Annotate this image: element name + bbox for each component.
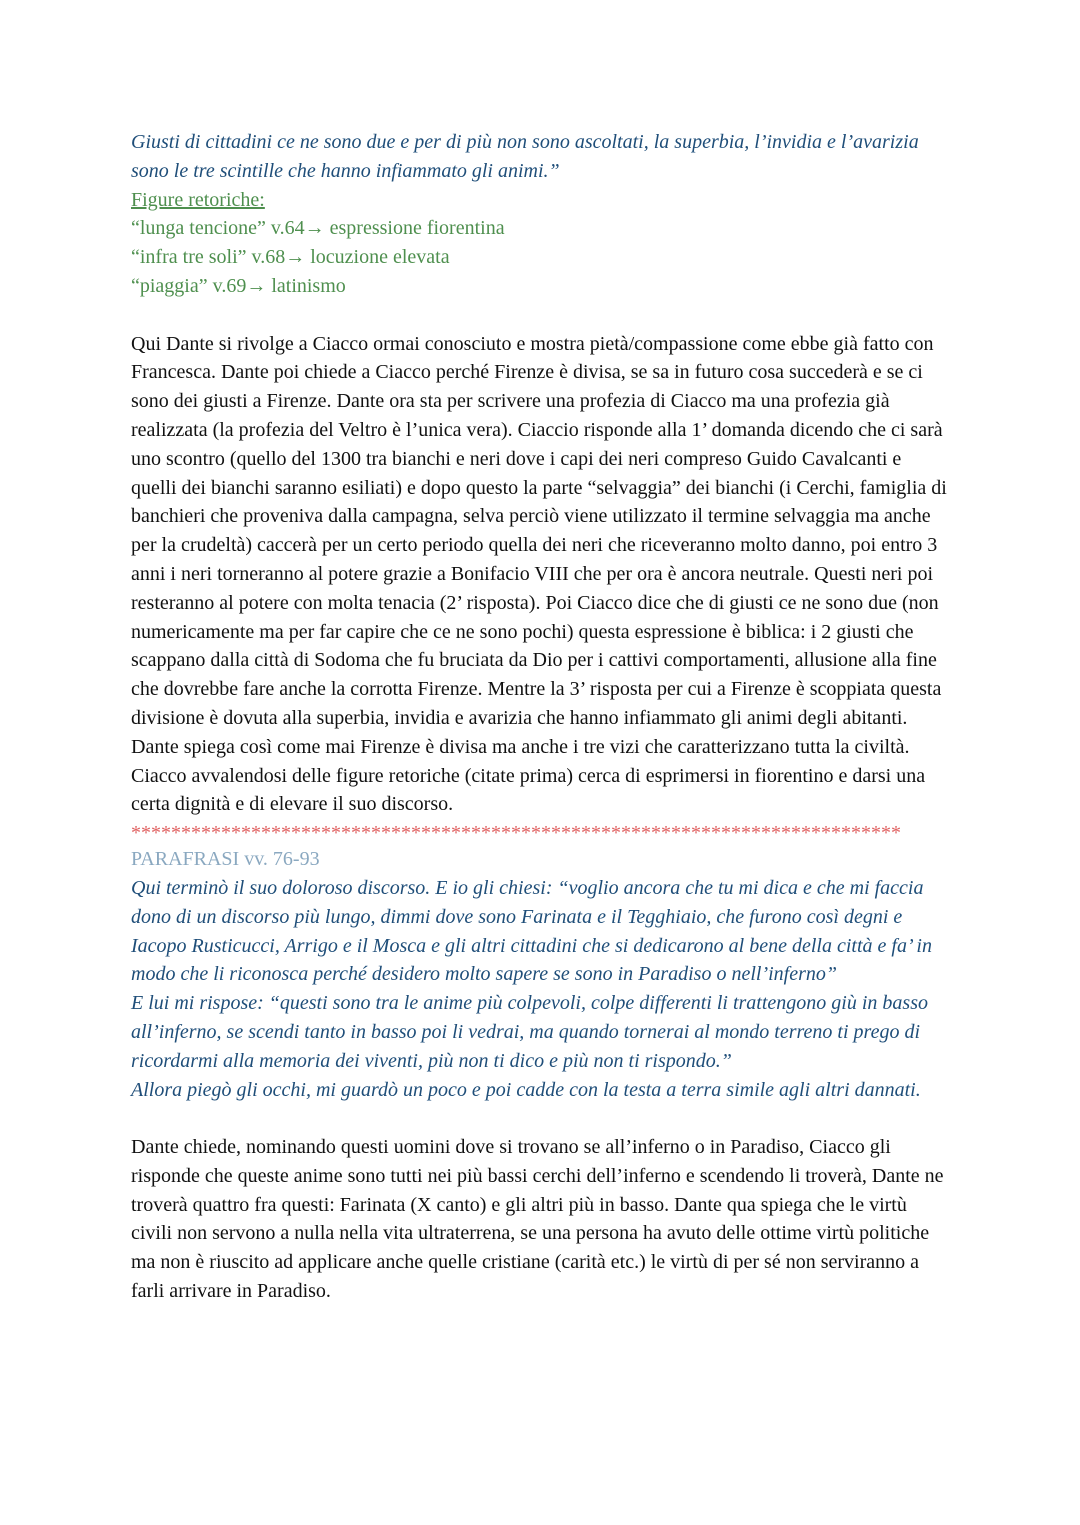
spacer xyxy=(131,301,950,330)
parafrasi-title: PARAFRASI vv. 76-93 xyxy=(131,848,320,871)
commentary-paragraph: Qui Dante si rivolge a Ciacco ormai conosciuto e mostra pietà/compassione come ebbe già fatto con Francesca. Dante poi chiede a Ciacco perché Firenze è divisa, se sa in futuro cosa succederà e se ci sono dei giusti a Firenze. Dante ora sta per scrivere una profezia di Ciacco ma una profezia già realizzata (la profezia del Veltro è l’unica vera). Ciaccio risponde alla 1’ domanda dicendo che ci sarà uno scontro (quello del 1300 tra bianchi e neri dove i capi dei neri compreso Guido Cavalcanti e quelli dei bianchi saranno esiliati) e dopo questo la parte “selvaggia” dei bianchi (i Cerchi, famiglia di banchieri che proveniva dalla campagna, selva perciò viene utilizzato il termine selvaggia ma anche per la crudeltà) caccerà per un certo periodo quella dei neri che riceveranno molto danno, poi entro 3 anni i neri torneranno al potere grazie a Bonifacio VIII che per ora è ancora neutrale. Questi neri poi resteranno al potere con molta tenacia (2’ risposta). Poi Ciacco dice che di giusti ce ne sono due (non numericamente ma per far capire che ce ne sono pochi) questa espressione è biblica: i 2 giusti che scappano dalla città di Sodoma che fu bruciata da Dio per i cattivi comportamenti, allusione alla fine che dovrebbe fare anche la corrotta Firenze. Mentre la 3’ risposta per cui a Firenze è scoppiata questa divisione è dovuta alla superbia, invidia e avarizia che hanno infiammato gli animi degli abitanti. Dante spiega così come mai Firenze è divisa ma anche i tre vizi che caratterizzano tutta la civiltà. Ciacco avvalendosi delle figure retoriche (citate prima) cerca di esprimersi in fiorentino e darsi una certa dignità e di elevare il suo discorso. xyxy=(131,332,947,816)
parafrasi-paragraph: Qui terminò il suo doloroso discorso. E io gli chiesi: “voglio ancora che tu mi dica e che mi faccia dono di un discorso più lungo, dimmi dove sono Farinata e il Tegghiaio, che furono così degni e Iacopo Rusticucci, Arrigo e il Mosca e gli altri cittadini che si dedicarono al bene della città e fa’ in modo che li riconosca perché desidero molto sapere se sono in Paradiso o nell’inferno” xyxy=(131,876,932,986)
figure-item: “piaggia” v.69→ latinismo xyxy=(131,274,346,297)
spacer xyxy=(131,1104,950,1133)
parafrasi-paragraph: E lui mi rispose: “questi sono tra le anime più colpevoli, colpe differenti li trattengono giù in basso all’inferno, se scendi tanto in basso poi li vedrai, ma quando tornerai al mondo terreno ti prego di ricordarmi alla memoria dei viventi, più non ti dico e più non ti rispondo.” xyxy=(131,992,928,1072)
parafrasi-paragraph: Allora piegò gli occhi, mi guardò un poco e poi cadde con la testa a terra simile agli altri dannati. xyxy=(131,1078,921,1101)
figures-title: Figure retoriche: xyxy=(131,188,265,211)
commentary-paragraph: Dante chiede, nominando questi uomini dove si trovano se all’inferno o in Paradiso, Ciacco gli risponde che queste anime sono tutti nei più bassi cerchi dell’inferno e scendendo li troverà, Dante ne troverà quattro fra questi: Farinata (X canto) e gli altri più in basso. Dante qua spiega che le virtù civili non servono a nulla nella vita ultraterrena, se una persona ha avuto delle ottime virtù politiche ma non è riuscito ad applicare anche quelle cristiane (carità etc.) le virtù di per sé non serviranno a farli arrivare in Paradiso. xyxy=(131,1136,944,1303)
figure-item: “infra tre soli” v.68→ locuzione elevata xyxy=(131,246,450,269)
quote-intro: Giusti di cittadini ce ne sono due e per di più non sono ascoltati, la superbia, l’invidia e l’avarizia sono le tre scintille che hanno infiammato gli animi.” xyxy=(131,131,919,182)
figure-item: “lunga tencione” v.64→ espressione fiorentina xyxy=(131,217,505,240)
separator-stars: ***************************************************************************** xyxy=(131,822,901,845)
